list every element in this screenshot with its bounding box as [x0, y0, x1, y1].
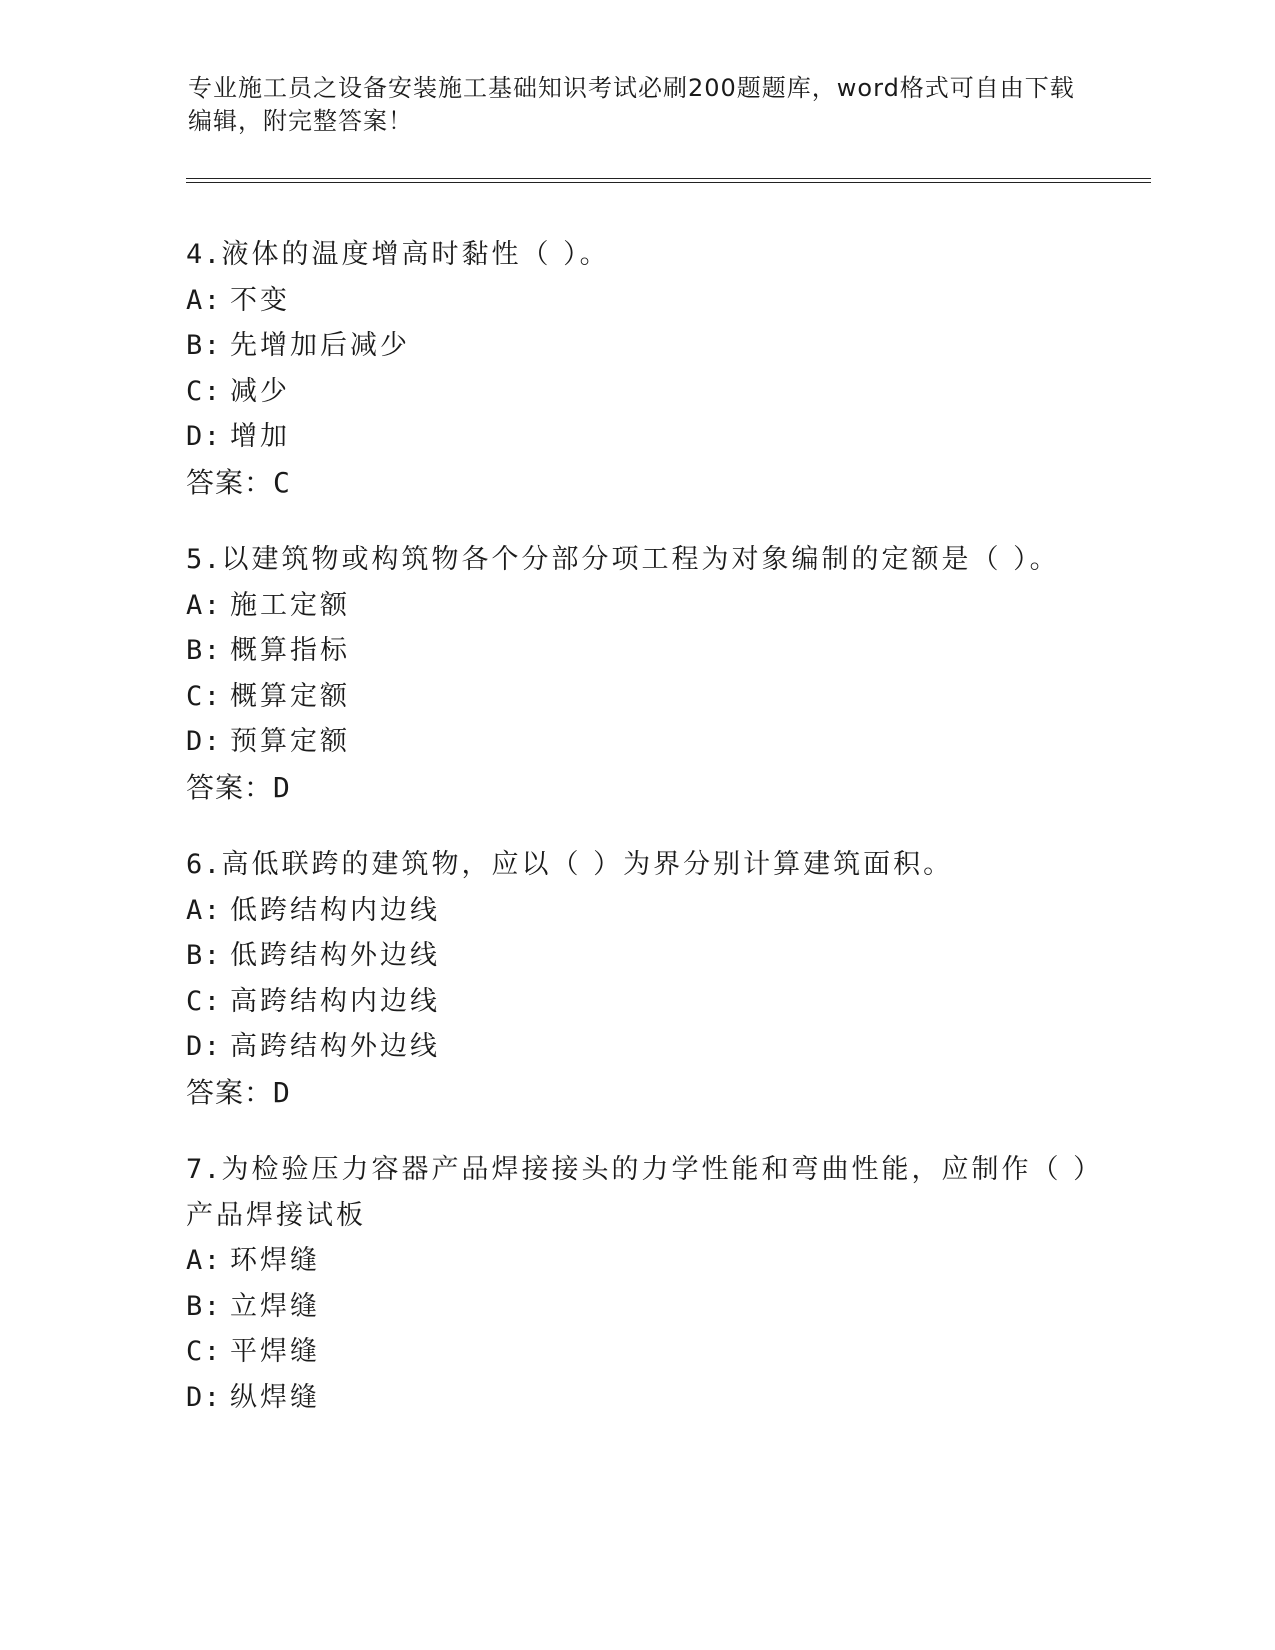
question-stem [186, 537, 1086, 583]
option-key: C: [186, 985, 222, 1017]
option-text: 低跨结构外边线 [230, 940, 440, 971]
question-number: 5. [186, 544, 222, 575]
option-b [186, 628, 1086, 674]
option-text: 减少 [230, 375, 290, 407]
option-text: 预算定额 [230, 726, 350, 757]
question-number: 4. [186, 239, 222, 270]
option-text: 施工定额 [230, 589, 350, 621]
option-text: 高跨结构外边线 [230, 1031, 440, 1062]
question-stem [186, 1147, 1104, 1193]
option-key: D: [186, 726, 222, 757]
option-text: 先增加后减少 [230, 330, 410, 361]
option-text: 增加 [230, 421, 290, 452]
question-7 [186, 1147, 1104, 1420]
option-key: D: [186, 1381, 222, 1413]
option-text: 低跨结构内边线 [230, 894, 440, 926]
answer-line [186, 1070, 1086, 1116]
option-b [186, 933, 1086, 979]
option-d [186, 719, 1086, 765]
option-text: 环焊缝 [230, 1245, 320, 1276]
question-number: 6. [186, 849, 222, 880]
answer-label: 答案： [186, 1075, 274, 1109]
option-c [186, 674, 1086, 720]
question-text: 产品焊接试板 [186, 1199, 366, 1231]
option-a [186, 583, 1086, 629]
document-header [188, 72, 1088, 138]
question-stem [186, 232, 1086, 278]
option-key: A: [186, 894, 222, 926]
option-key: D: [186, 421, 222, 452]
question-text: 以建筑物或构筑物各个分部分项工程为对象编制的定额是（ ）。 [221, 544, 1060, 575]
question-text: 液体的温度增高时黏性（ ）。 [221, 239, 610, 270]
option-d [186, 1375, 1086, 1421]
option-key: C: [186, 680, 222, 712]
option-a [186, 1238, 1086, 1284]
answer-label: 答案： [186, 770, 274, 804]
option-b [186, 323, 1086, 369]
option-key: C: [186, 375, 222, 407]
option-text: 平焊缝 [230, 1336, 320, 1367]
question-stem [186, 842, 1086, 888]
question-number: 7. [186, 1154, 222, 1185]
header-divider-bottom [186, 182, 1151, 183]
answer-value: D [273, 770, 291, 804]
option-key: D: [186, 1031, 222, 1062]
question-4 [186, 232, 1086, 505]
option-key: B: [186, 330, 222, 361]
option-b [186, 1284, 1086, 1330]
answer-value: D [273, 1075, 291, 1109]
option-text: 高跨结构内边线 [230, 985, 440, 1017]
option-text: 不变 [230, 284, 290, 316]
option-d [186, 1024, 1086, 1070]
option-d [186, 414, 1086, 460]
answer-line [186, 765, 1086, 811]
option-key: A: [186, 1245, 222, 1276]
question-text: 为检验压力容器产品焊接接头的力学性能和弯曲性能，应制作（ ） [221, 1154, 1104, 1185]
option-text: 立焊缝 [230, 1290, 320, 1322]
option-key: A: [186, 284, 222, 316]
question-6 [186, 842, 1086, 1115]
question-5 [186, 537, 1086, 810]
header-line-1: 专业施工员之设备安装施工基础知识考试必刷200题题库，word格式可自由下载 [188, 74, 1075, 102]
option-a [186, 278, 1086, 324]
answer-value: C [273, 465, 291, 499]
option-text: 概算指标 [230, 635, 350, 666]
option-key: B: [186, 635, 222, 666]
question-text: 高低联跨的建筑物，应以（ ）为界分别计算建筑面积。 [221, 849, 954, 880]
option-key: C: [186, 1336, 222, 1367]
option-c [186, 1329, 1086, 1375]
option-key: B: [186, 1290, 222, 1322]
option-a [186, 888, 1086, 934]
option-c [186, 979, 1086, 1025]
answer-label: 答案： [186, 465, 274, 499]
header-line-2: 编辑，附完整答案！ [188, 107, 413, 135]
option-key: A: [186, 589, 222, 621]
option-text: 概算定额 [230, 680, 350, 712]
question-stem-continued [186, 1193, 1086, 1239]
option-text: 纵焊缝 [230, 1381, 320, 1413]
option-key: B: [186, 940, 222, 971]
option-c [186, 369, 1086, 415]
header-divider-top [186, 178, 1151, 179]
answer-line [186, 460, 1086, 506]
